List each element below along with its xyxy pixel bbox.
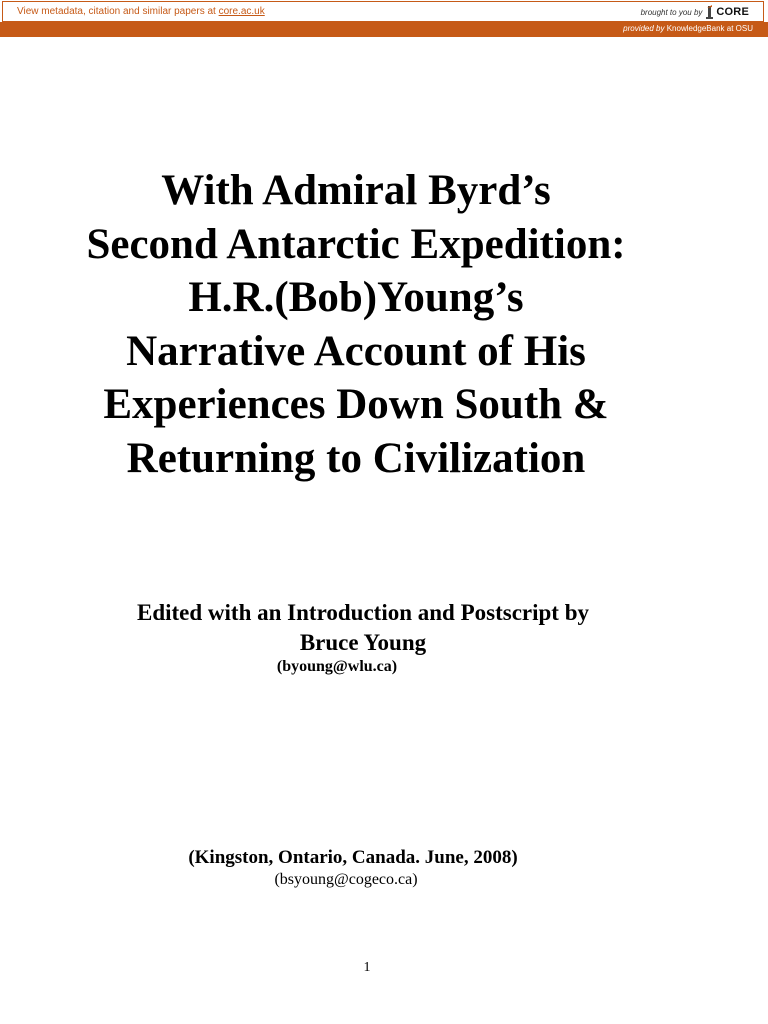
title-line: Second Antarctic Expedition: xyxy=(86,220,626,268)
title-line: Experiences Down South & xyxy=(103,381,609,428)
provided-by-text[interactable] xyxy=(623,24,753,33)
editor-name: Bruce Young xyxy=(299,630,427,655)
brought-to-you-text: brought to you by xyxy=(640,7,703,17)
metadata-link[interactable] xyxy=(17,6,265,17)
core-logo-icon xyxy=(705,5,714,19)
title-line: H.R.(Bob)Young’s xyxy=(188,274,524,321)
core-branding[interactable] xyxy=(641,4,749,20)
provider-name: KnowledgeBank at OSU xyxy=(666,24,753,33)
contact-email: (bsyoung@cogeco.ca) xyxy=(274,871,418,888)
core-banner xyxy=(0,0,768,37)
edited-by-line: Edited with an Introduction and Postscript by xyxy=(137,600,589,625)
core-ac-uk-link[interactable]: core.ac.uk xyxy=(218,6,265,17)
place-date: (Kingston, Ontario, Canada. June, 2008) xyxy=(188,847,518,868)
core-banner-strip xyxy=(0,22,768,37)
page-number: 1 xyxy=(363,960,371,975)
editor-email: (byoung@wlu.ca) xyxy=(276,658,398,675)
document-title xyxy=(0,164,712,485)
core-banner-top xyxy=(2,1,764,22)
title-line: Narrative Account of His xyxy=(126,327,586,375)
title-line: Returning to Civilization xyxy=(126,434,586,482)
title-line: With Admiral Byrd’s xyxy=(161,167,551,214)
metadata-text: View metadata, citation and similar papers at xyxy=(17,6,219,17)
provided-by-label: provided by xyxy=(623,24,665,33)
core-logo-text: CORE xyxy=(716,6,749,18)
